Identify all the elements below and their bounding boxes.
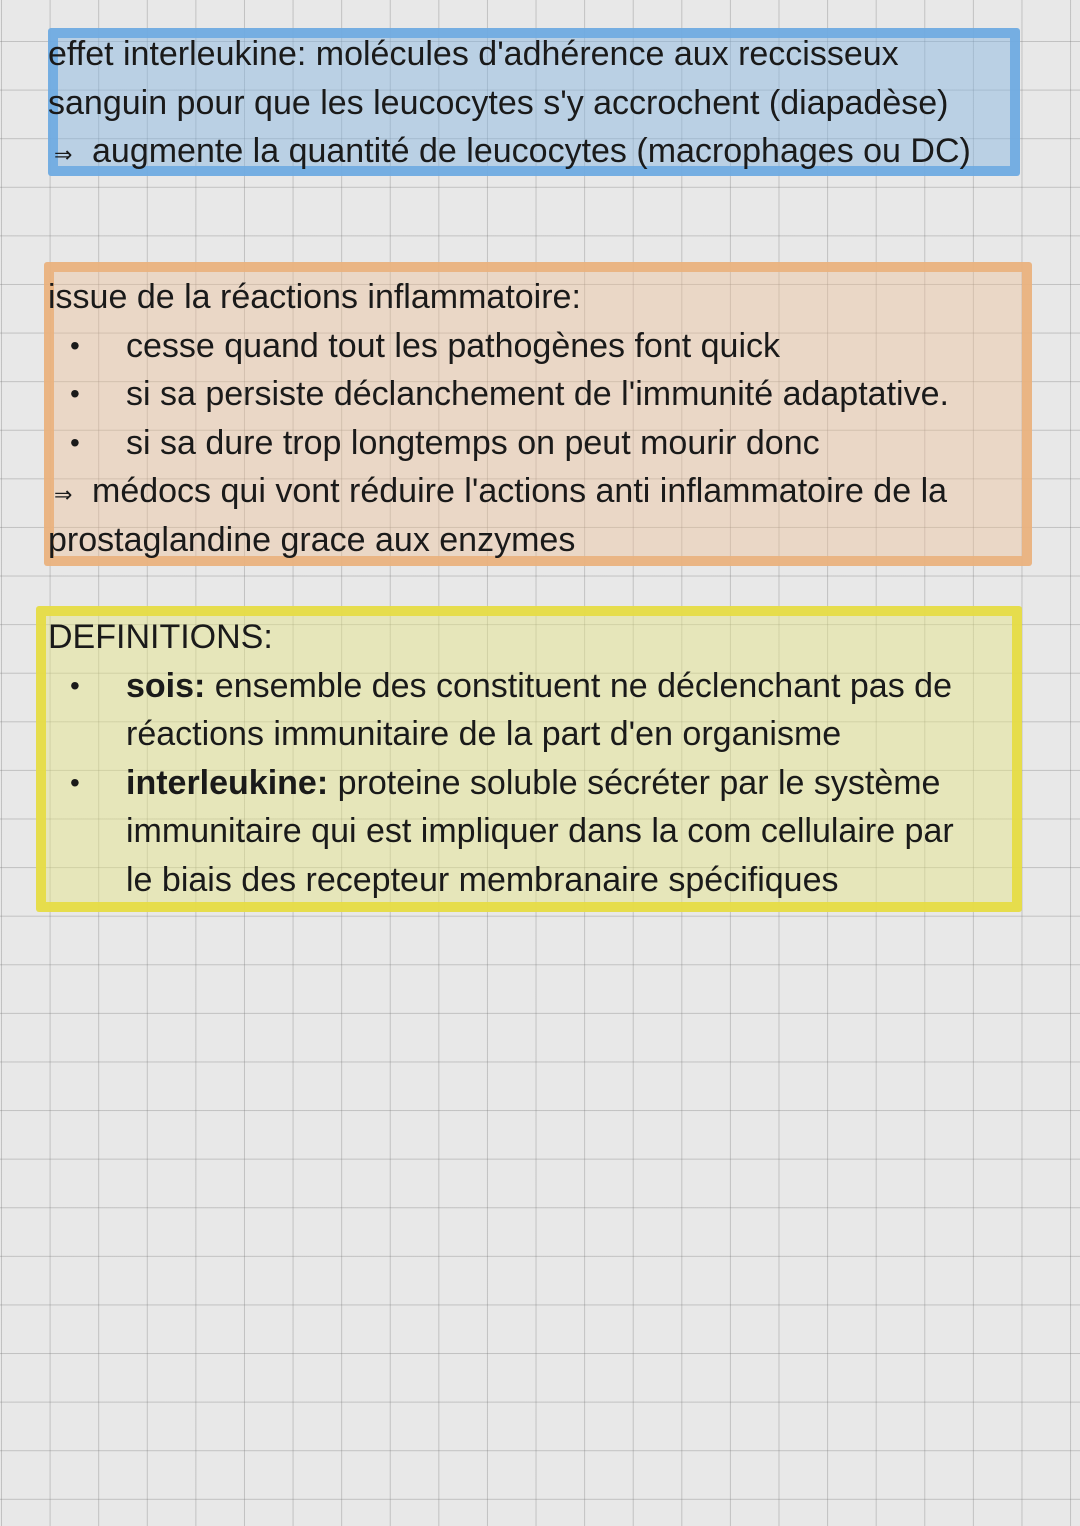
arrow-icon: ⇒ bbox=[54, 142, 73, 168]
definition-term: sois: bbox=[126, 666, 206, 705]
section-title: DEFINITIONS: bbox=[48, 618, 273, 656]
bullet-icon: • bbox=[70, 426, 80, 458]
bullet-icon: • bbox=[70, 766, 80, 798]
definition-continuation: le biais des recepteur membranaire spécifiques bbox=[126, 860, 839, 899]
definition-continuation: réactions immunitaire de la part d'en organisme bbox=[126, 715, 842, 754]
section-interleukin-effect bbox=[48, 30, 971, 176]
list-item: • cesse quand tout les pathogènes font quick bbox=[48, 322, 949, 371]
definition-continuation: immunitaire qui est impliquer dans la com cellulaire par bbox=[126, 812, 954, 851]
section-definitions bbox=[48, 613, 954, 905]
section-inflammation-outcome bbox=[48, 273, 949, 565]
note-line: ⇒ médocs qui vont réduire l'actions anti inflammatoire de la bbox=[48, 467, 949, 516]
definition-item: • interleukine: proteine soluble sécréter par le système bbox=[48, 759, 954, 808]
note-line: sanguin pour que les leucocytes s'y accrochent (diapadèse) bbox=[48, 83, 949, 122]
list-item: • si sa persiste déclanchement de l'immunité adaptative. bbox=[48, 370, 949, 419]
note-line: prostaglandine grace aux enzymes bbox=[48, 520, 576, 559]
bullet-icon: • bbox=[70, 669, 80, 701]
note-line: ⇒ augmente la quantité de leucocytes (macrophages ou DC) bbox=[48, 127, 971, 176]
note-line: effet interleukine: molécules d'adhérence aux reccisseux bbox=[48, 35, 899, 73]
definition-item: • sois: ensemble des constituent ne déclenchant pas de bbox=[48, 662, 954, 711]
section-title: issue de la réactions inflammatoire: bbox=[48, 278, 581, 316]
arrow-icon: ⇒ bbox=[54, 482, 73, 508]
definition-term: interleukine: bbox=[126, 763, 329, 802]
bullet-icon: • bbox=[70, 378, 80, 410]
list-item: • si sa dure trop longtemps on peut mourir donc bbox=[48, 419, 949, 468]
bullet-icon: • bbox=[70, 329, 80, 361]
